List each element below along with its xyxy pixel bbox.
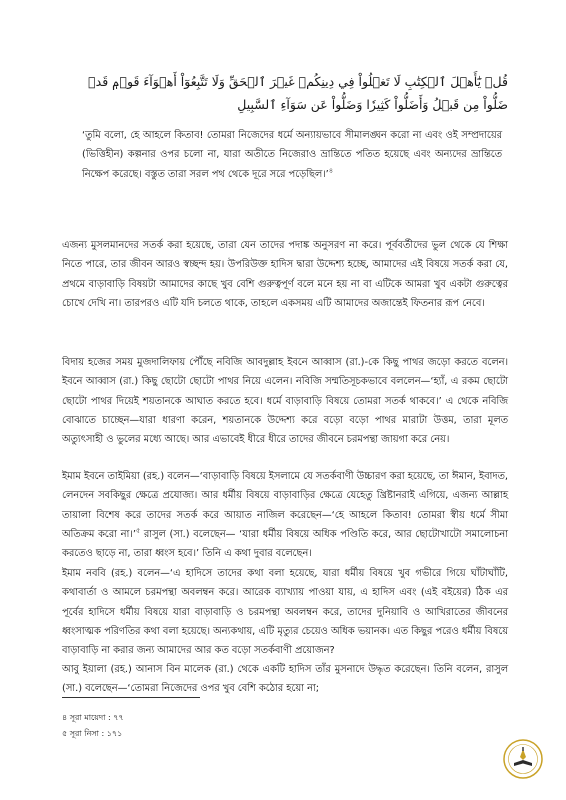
verse-translation: ‘তুমি বলো, হে আহলে কিতাব! তোমরা নিজেদের ধর্মে অন্যায়ভাবে সীমালঙ্ঘন করো না এবং ওই সম্প্রদায়ের (ভিত্তিহীন) কল্পনার ওপর চলো না, যারা অতীতে নিজেরাও ভ্রান্তিতে পতিত হয়েছে এবং অন্যদের ভ্রান্তিতে নিক্ষেপ করেছে। বস্তুত তারা সরল পথ থেকে দূরে সরে পড়েছিল।’$^৪$ — [82, 130, 502, 180]
footnote-ref-5: ৫ — [135, 526, 141, 535]
footnote-4: ৪ সূরা মায়েদা : ৭৭ — [62, 713, 124, 722]
footnote-separator — [62, 697, 200, 698]
paragraph-2: বিদায় হজের সময় মুজদালিফায় পৌঁছে নবিজি আবদুল্লাহ ইবনে আব্বাস (রা.)-কে কিছু পাথর জড়ো করতে বলেন। ইবনে আব্বাস (রা.) কিছু ছোটো ছোটো পাথর নিয়ে এলেন। নবিজি সম্মতিসূচকভাবে বললেন—‘হ্যাঁ, এ রকম ছোটো ছোটো পাথর দিয়েই শয়তানকে আঘাত করতে হবে। ধর্মে বাড়াবাড়ি বিষয়ে তোমরা সতর্ক থাকবে।’ এ থেকে নবিজি বোঝাতে চাচ্ছেন—যারা ধারণা করেন, শয়তানকে উদ্দেশ্য করে বড়ো বড়ো পাথর মারাটা উত্তম, তারা মূলত অত্যুৎসাহী ও ভুলের মধ্যে আছে। আর এভাবেই ধীরে ধীরে তাদের জীবনে চরমপন্থা জায়গা করে নেয়। — [62, 357, 508, 446]
footnote-ref-4: ৪ — [328, 166, 334, 175]
paragraph-1: এজন্য মুসলমানদের সতর্ক করা হয়েছে, তারা যেন তাদের পদাঙ্ক অনুসরণ না করে। পূর্ববর্তীদের ভুল থেকে যে শিক্ষা নিতে পারে, তার জীবন আরও স্বচ্ছন্দ হয়। উপরিউক্ত হাদিস দ্বারা উদ্দেশ্য হচ্ছে, আমাদের এই বিষয়ে সতর্ক করা যে, প্রথমে বাড়াবাড়ি বিষয়টা আমাদের কাছে খুব বেশি গুরুত্বপূর্ণ বলে মনে হয় না বা এটিকে আমরা খুব একটা গুরুত্বের চোখে দেখি না। তারপরও এটি যদি চলতে থাকে, তাহলে একসময় এটি আমাদের অজান্তেই ফিতনার রূপ নেবে। — [62, 240, 508, 309]
publisher-logo-icon — [503, 739, 543, 779]
paragraph-4: ইমাম নববি (রহ.) বলেন—‘এ হাদিসে তাদের কথা বলা হয়েছে, যারা ধর্মীয় বিষয়ে খুব গভীরে গিয়ে ঘাঁটাঘাঁটি, কথাবার্তা ও আমলে চরমপন্থা অবলম্বন করে। আরেক ব্যাখ্যায় পাওয়া যায়, এ হাদিস এবং (এই বইয়ের) ঠিক এর পূর্বের হাদিসে ধর্মীয় বিষয়ে যারা বাড়াবাড়ি ও চরমপন্থা অবলম্বন করে, তাদের দুনিয়াবি ও আখিরাতের জীবনের ধ্বংসাত্মক পরিণতির কথা বলা হয়েছে। অন্যকথায়, এটি মৃত্যুর চেয়েও অধিক ভয়ানক। এত কিছুর পরেও ধর্মীয় বিষয়ে বাড়াবাড়ি না করার জন্য আমাদের আর কত বড়ো সতর্কবাণী প্রয়োজন? — [62, 568, 508, 657]
paragraph-3: ইমাম ইবনে তাইমিয়া (রহ.) বলেন—‘বাড়াবাড়ি বিষয়ে ইসলামে যে সতর্কবাণী উচ্চারণ করা হয়েছে, তা ঈমান, ইবাদত, লেনদেন সবকিছুর ক্ষেত্রে প্রযোজ্য। আর ধর্মীয় বিষয়ে বাড়াবাড়ির ক্ষেত্রে যেহেতু খ্রিষ্টানরাই এগিয়ে, এজন্য আল্লাহ তায়ালা বিশেষ করে তাদের সতর্ক করে আয়াত নাজিল করেছেন—‘হে আহলে কিতাব! তোমরা স্বীয় ধর্মে সীমা অতিক্রম করো না।’$^৫$ রাসুল (সা.) বলেছেন— ‘যারা ধর্মীয় বিষয়ে অধিক পণ্ডিতি করে, আর ছোটোখাটো সমালোচনা করতেও ছাড়ে না, তারা ধ্বংস হবে।’ তিনি এ কথা দুবার বলেছেন। — [62, 471, 508, 560]
paragraph-5: আবু ইয়ালা (রহ.) আনাস বিন মালেক (রা.) থেকে একটি হাদিস তাঁর মুসনাদে উদ্ধৃত করেছেন। তিনি বলেন, রাসুল (সা.) বলেছেন—‘তোমরা নিজেদের ওপর খুব বেশি কঠোর হয়ো না; — [62, 664, 508, 695]
arabic-verse: قُلۡ يَٰٓأَهۡلَ ٱلۡكِتَٰبِ لَا تَغۡلُواْ فِي دِينِكُمۡ غَيۡرَ ٱلۡحَقِّ وَلَا تَتَّبِعُوٓاْ أَهۡوَآءَ قَوۡمٖ قَدۡ ضَلُّواْ مِن قَبۡلُ وَأَضَلُّواْ كَثِيرٗا وَضَلُّواْ عَن سَوَآءِ ٱلسَّبِيلِ — [88, 74, 508, 112]
footnote-5: ৫ সূরা নিসা : ১৭১ — [62, 729, 123, 738]
